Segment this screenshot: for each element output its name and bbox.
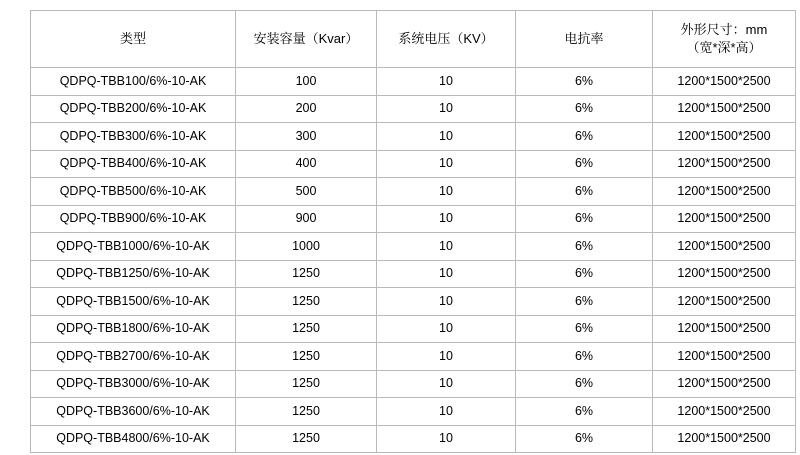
cell-dimensions: 1200*1500*2500 <box>653 205 796 233</box>
cell-reactance: 6% <box>516 95 653 123</box>
cell-type: QDPQ-TBB300/6%-10-AK <box>31 123 236 151</box>
cell-capacity: 400 <box>236 150 377 178</box>
header-system-voltage: 系统电压（KV） <box>377 11 516 68</box>
cell-dimensions: 1200*1500*2500 <box>653 260 796 288</box>
cell-type: QDPQ-TBB2700/6%-10-AK <box>31 343 236 371</box>
cell-capacity: 1250 <box>236 288 377 316</box>
cell-capacity: 1250 <box>236 370 377 398</box>
cell-reactance: 6% <box>516 205 653 233</box>
cell-voltage: 10 <box>377 425 516 453</box>
cell-type: QDPQ-TBB200/6%-10-AK <box>31 95 236 123</box>
header-type: 类型 <box>31 11 236 68</box>
cell-capacity: 1250 <box>236 398 377 426</box>
cell-voltage: 10 <box>377 370 516 398</box>
cell-dimensions: 1200*1500*2500 <box>653 178 796 206</box>
cell-voltage: 10 <box>377 343 516 371</box>
cell-voltage: 10 <box>377 205 516 233</box>
table-row <box>31 425 796 453</box>
cell-reactance: 6% <box>516 370 653 398</box>
cell-reactance: 6% <box>516 315 653 343</box>
cell-type: QDPQ-TBB100/6%-10-AK <box>31 68 236 96</box>
table-row <box>31 95 796 123</box>
table-header-row <box>31 11 796 68</box>
cell-voltage: 10 <box>377 123 516 151</box>
cell-voltage: 10 <box>377 398 516 426</box>
cell-reactance: 6% <box>516 288 653 316</box>
cell-type: QDPQ-TBB1000/6%-10-AK <box>31 233 236 261</box>
header-dimensions-line2: （宽*深*高） <box>686 40 762 55</box>
table-row <box>31 315 796 343</box>
cell-voltage: 10 <box>377 150 516 178</box>
header-reactance-rate: 电抗率 <box>516 11 653 68</box>
cell-dimensions: 1200*1500*2500 <box>653 95 796 123</box>
cell-capacity: 300 <box>236 123 377 151</box>
cell-voltage: 10 <box>377 178 516 206</box>
cell-reactance: 6% <box>516 123 653 151</box>
cell-capacity: 1250 <box>236 343 377 371</box>
cell-reactance: 6% <box>516 68 653 96</box>
cell-reactance: 6% <box>516 233 653 261</box>
cell-voltage: 10 <box>377 68 516 96</box>
table-row <box>31 233 796 261</box>
cell-type: QDPQ-TBB4800/6%-10-AK <box>31 425 236 453</box>
cell-dimensions: 1200*1500*2500 <box>653 288 796 316</box>
cell-type: QDPQ-TBB400/6%-10-AK <box>31 150 236 178</box>
table-row <box>31 205 796 233</box>
cell-dimensions: 1200*1500*2500 <box>653 315 796 343</box>
cell-dimensions: 1200*1500*2500 <box>653 68 796 96</box>
cell-capacity: 900 <box>236 205 377 233</box>
cell-reactance: 6% <box>516 398 653 426</box>
cell-dimensions: 1200*1500*2500 <box>653 343 796 371</box>
table-row <box>31 178 796 206</box>
header-dimensions-line1: 外形尺寸：mm <box>680 22 768 38</box>
cell-voltage: 10 <box>377 288 516 316</box>
cell-reactance: 6% <box>516 343 653 371</box>
cell-capacity: 1250 <box>236 425 377 453</box>
table-row <box>31 68 796 96</box>
cell-voltage: 10 <box>377 233 516 261</box>
table-row <box>31 370 796 398</box>
cell-reactance: 6% <box>516 260 653 288</box>
table-row <box>31 398 796 426</box>
cell-capacity: 1250 <box>236 260 377 288</box>
cell-capacity: 500 <box>236 178 377 206</box>
cell-reactance: 6% <box>516 178 653 206</box>
cell-voltage: 10 <box>377 260 516 288</box>
cell-dimensions: 1200*1500*2500 <box>653 233 796 261</box>
table-row <box>31 123 796 151</box>
cell-capacity: 100 <box>236 68 377 96</box>
spec-table-container <box>30 10 770 453</box>
table-row <box>31 343 796 371</box>
specification-table <box>30 10 796 453</box>
cell-type: QDPQ-TBB500/6%-10-AK <box>31 178 236 206</box>
cell-dimensions: 1200*1500*2500 <box>653 123 796 151</box>
cell-type: QDPQ-TBB3600/6%-10-AK <box>31 398 236 426</box>
cell-dimensions: 1200*1500*2500 <box>653 150 796 178</box>
cell-reactance: 6% <box>516 425 653 453</box>
cell-type: QDPQ-TBB900/6%-10-AK <box>31 205 236 233</box>
cell-dimensions: 1200*1500*2500 <box>653 425 796 453</box>
table-header <box>31 11 796 68</box>
cell-type: QDPQ-TBB1500/6%-10-AK <box>31 288 236 316</box>
header-dimensions <box>653 11 796 68</box>
table-body <box>31 68 796 453</box>
cell-reactance: 6% <box>516 150 653 178</box>
table-row <box>31 288 796 316</box>
cell-type: QDPQ-TBB1800/6%-10-AK <box>31 315 236 343</box>
cell-type: QDPQ-TBB1250/6%-10-AK <box>31 260 236 288</box>
table-row <box>31 150 796 178</box>
cell-type: QDPQ-TBB3000/6%-10-AK <box>31 370 236 398</box>
cell-capacity: 1000 <box>236 233 377 261</box>
cell-capacity: 1250 <box>236 315 377 343</box>
cell-voltage: 10 <box>377 95 516 123</box>
header-installed-capacity: 安装容量（Kvar） <box>236 11 377 68</box>
cell-capacity: 200 <box>236 95 377 123</box>
cell-voltage: 10 <box>377 315 516 343</box>
table-row <box>31 260 796 288</box>
cell-dimensions: 1200*1500*2500 <box>653 398 796 426</box>
cell-dimensions: 1200*1500*2500 <box>653 370 796 398</box>
